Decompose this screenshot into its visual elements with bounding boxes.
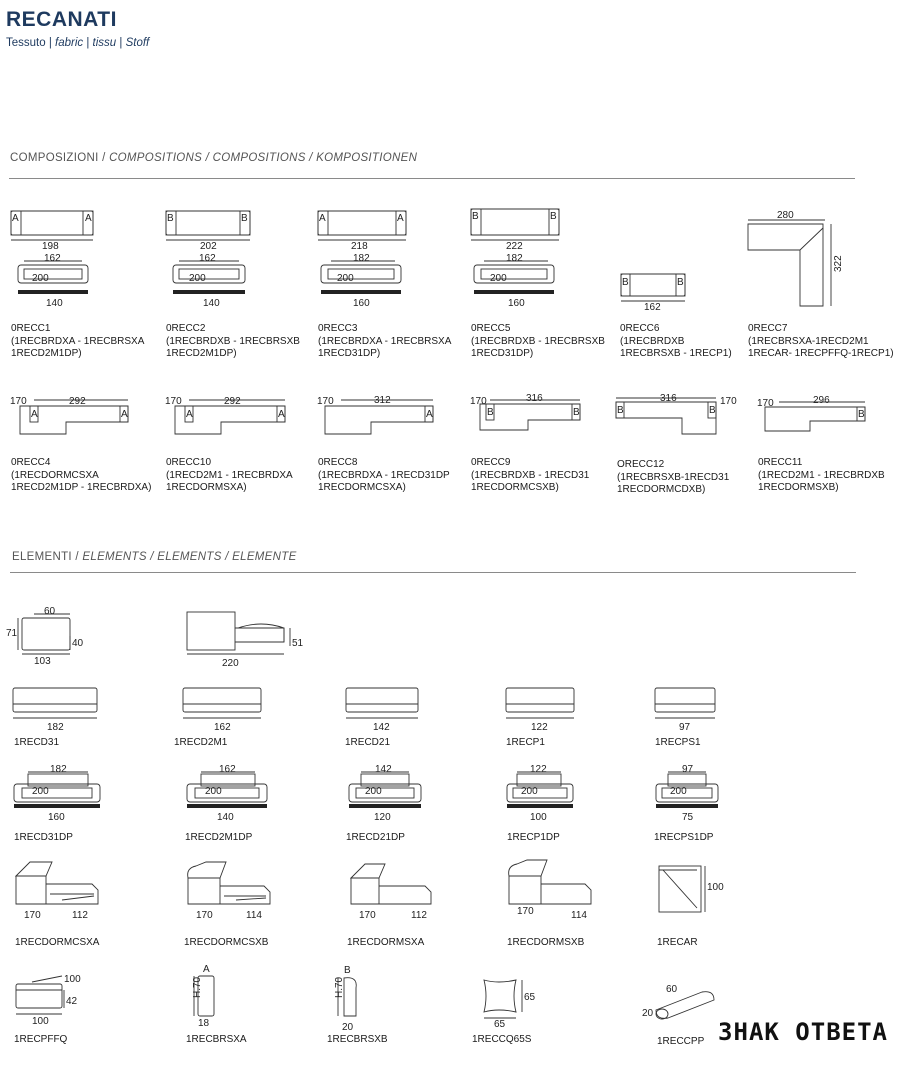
- element-label-1recps1: 1RECPS1: [655, 737, 701, 748]
- element-label-1recd31: 1RECD31: [14, 737, 60, 748]
- svg-text:A: A: [426, 409, 433, 420]
- svg-text:142: 142: [373, 722, 390, 733]
- composition-drawing-c11: [755, 393, 870, 443]
- svg-text:160: 160: [508, 298, 525, 309]
- svg-text:222: 222: [506, 241, 523, 252]
- element-label-1recar: 1RECAR: [657, 937, 698, 948]
- svg-text:114: 114: [246, 910, 262, 921]
- watermark-text: ЗНАК ОТВЕТА: [718, 1018, 888, 1046]
- svg-text:71: 71: [6, 628, 18, 639]
- svg-text:A: A: [186, 409, 193, 420]
- svg-text:140: 140: [46, 298, 63, 309]
- composition-drawing-c1: [8, 205, 98, 310]
- element-sofa-1recd21: [343, 684, 423, 734]
- svg-text:140: 140: [217, 812, 234, 823]
- element-arm-1recbrsxa: [184, 960, 234, 1030]
- element-label-1reccpp: 1RECCPP: [657, 1036, 705, 1047]
- svg-text:114: 114: [571, 910, 587, 921]
- svg-text:280: 280: [777, 210, 794, 221]
- svg-text:296: 296: [813, 395, 830, 406]
- svg-text:100: 100: [707, 882, 724, 893]
- composition-drawing-c12: [612, 388, 742, 438]
- element-label-1recdormcsxa: 1RECDORMCSXA: [15, 937, 100, 948]
- svg-text:200: 200: [490, 273, 507, 284]
- svg-text:112: 112: [411, 910, 427, 921]
- svg-text:B: B: [167, 213, 174, 224]
- element-sofa-1recd2m1: [180, 684, 270, 734]
- svg-text:170: 170: [757, 398, 774, 409]
- svg-text:65: 65: [494, 1019, 506, 1030]
- svg-text:A: A: [397, 213, 404, 224]
- svg-text:97: 97: [682, 764, 694, 775]
- element-arm-1recbrsxb: [322, 964, 372, 1034]
- element-label-1recd31dp: 1RECD31DP: [14, 832, 73, 843]
- element-pouf-1recpffq: [10, 968, 95, 1030]
- composition-label-c4: 0RECC4 (1RECDORMCSXA 1RECD2M1DP - 1RECBRDXA): [11, 457, 152, 493]
- element-sofa-1recp1: [503, 684, 583, 734]
- element-label-1recdormcsxb: 1RECDORMCSXB: [184, 937, 269, 948]
- svg-text:200: 200: [337, 273, 354, 284]
- svg-text:160: 160: [353, 298, 370, 309]
- subtitle-en: fabric: [55, 37, 84, 49]
- svg-text:162: 162: [199, 253, 216, 264]
- svg-text:122: 122: [530, 764, 547, 775]
- svg-text:218: 218: [351, 241, 368, 252]
- svg-text:60: 60: [666, 984, 678, 995]
- svg-text:97: 97: [679, 722, 691, 733]
- svg-text:182: 182: [353, 253, 370, 264]
- svg-text:160: 160: [48, 812, 65, 823]
- svg-text:162: 162: [44, 253, 61, 264]
- svg-text:202: 202: [200, 241, 217, 252]
- svg-text:220: 220: [222, 658, 239, 669]
- svg-text:200: 200: [365, 786, 382, 797]
- element-sofa-1recd31: [10, 684, 100, 734]
- svg-text:103: 103: [34, 656, 51, 667]
- composition-drawing-c7: [745, 208, 845, 313]
- elements-divider: [10, 572, 856, 573]
- svg-text:75: 75: [682, 812, 694, 823]
- svg-text:200: 200: [32, 273, 49, 284]
- svg-text:200: 200: [205, 786, 222, 797]
- composition-label-c8: 0RECC8 (1RECBRDXA - 1RECD31DP 1RECDORMCSXA): [318, 457, 450, 493]
- composition-drawing-c4: [8, 392, 133, 442]
- element-label-1recd2m1: 1RECD2M1: [174, 737, 228, 748]
- svg-text:100: 100: [32, 1016, 49, 1027]
- elements-heading: ELEMENTI / ELEMENTS / ELEMENTS / ELEMENTE: [12, 551, 297, 563]
- element-chaise-1recdormcsxb: [182, 856, 277, 926]
- composition-label-c11: 0RECC11 (1RECD2M1 - 1RECBRDXB 1RECDORMSXB): [758, 457, 885, 493]
- svg-text:B: B: [573, 407, 580, 418]
- composition-label-c1: 0RECC1 (1RECBRDXA - 1RECBRSXA 1RECD2M1DP): [11, 323, 145, 359]
- element-label-1recd2m1dp: 1RECD2M1DP: [185, 832, 253, 843]
- composition-drawing-c5: [468, 205, 563, 310]
- composition-label-c3: 0RECC3 (1RECBRDXA - 1RECBRSXA 1RECD31DP): [318, 323, 452, 359]
- element-bolster-1reccpp: [640, 978, 725, 1026]
- svg-text:182: 182: [47, 722, 64, 733]
- svg-text:B: B: [709, 405, 716, 416]
- composition-label-c2: 0RECC2 (1RECBRDXB - 1RECBRSXB 1RECD2M1DP): [166, 323, 300, 359]
- material-subtitle: Tessuto | fabric | tissu | Stoff: [6, 37, 150, 49]
- svg-text:170: 170: [359, 910, 376, 921]
- composition-label-c10: 0RECC10 (1RECD2M1 - 1RECBRDXA 1RECDORMSXA): [166, 457, 293, 493]
- element-sofa-1recps1: [652, 684, 722, 734]
- element-chaise-1recdormsxa: [345, 856, 440, 926]
- svg-text:51: 51: [292, 638, 304, 649]
- svg-text:B: B: [487, 407, 494, 418]
- svg-text:B: B: [858, 409, 865, 420]
- page-title: RECANATI: [6, 8, 117, 31]
- svg-text:312: 312: [374, 395, 391, 406]
- svg-text:40: 40: [72, 638, 84, 649]
- svg-text:18: 18: [198, 1018, 210, 1029]
- svg-text:H.70: H.70: [192, 976, 203, 998]
- svg-text:140: 140: [203, 298, 220, 309]
- element-bed-mechanism-drawing: [184, 606, 314, 670]
- element-sofabed-1recp1dp: [503, 760, 583, 828]
- svg-text:170: 170: [165, 396, 182, 407]
- svg-text:122: 122: [531, 722, 548, 733]
- compositions-heading: COMPOSIZIONI / COMPOSITIONS / COMPOSITIONS / KOMPOSITIONEN: [10, 152, 418, 164]
- subtitle-de: Stoff: [125, 37, 150, 49]
- subtitle-it: Tessuto: [6, 37, 46, 49]
- element-label-1recdormsxb: 1RECDORMSXB: [507, 937, 585, 948]
- svg-text:170: 170: [470, 396, 487, 407]
- svg-text:65: 65: [524, 992, 536, 1003]
- svg-text:198: 198: [42, 241, 59, 252]
- svg-text:112: 112: [72, 910, 88, 921]
- svg-text:20: 20: [342, 1022, 354, 1033]
- svg-text:182: 182: [506, 253, 523, 264]
- svg-text:60: 60: [44, 606, 56, 617]
- svg-text:42: 42: [66, 996, 78, 1007]
- svg-text:170: 170: [720, 396, 737, 407]
- element-corner-1recar: [655, 862, 735, 918]
- svg-text:B: B: [677, 277, 684, 288]
- element-seat-drawing: [4, 602, 94, 670]
- svg-text:200: 200: [670, 786, 687, 797]
- element-sofabed-1recd31dp: [10, 760, 105, 828]
- svg-text:A: A: [278, 409, 285, 420]
- composition-drawing-c2: [163, 205, 253, 310]
- svg-text:162: 162: [219, 764, 236, 775]
- composition-label-c9: 0RECC9 (1RECBRDXB - 1RECD31 1RECDORMCSXB): [471, 457, 590, 493]
- subtitle-fr: tissu: [92, 37, 117, 49]
- element-label-1recp1: 1RECP1: [506, 737, 545, 748]
- svg-text:B: B: [550, 211, 557, 222]
- composition-drawing-c8: [315, 392, 440, 442]
- svg-text:182: 182: [50, 764, 67, 775]
- element-label-1recd21dp: 1RECD21DP: [346, 832, 405, 843]
- svg-text:A: A: [12, 213, 19, 224]
- svg-text:322: 322: [833, 255, 844, 272]
- element-label-1recccq65s: 1RECCQ65S: [472, 1034, 532, 1045]
- svg-text:200: 200: [521, 786, 538, 797]
- svg-text:100: 100: [530, 812, 547, 823]
- svg-text:316: 316: [526, 393, 543, 404]
- composition-label-c5: 0RECC5 (1RECBRDXB - 1RECBRSXB 1RECD31DP): [471, 323, 605, 359]
- composition-drawing-c6: [618, 268, 693, 313]
- svg-text:A: A: [121, 409, 128, 420]
- svg-text:292: 292: [224, 396, 241, 407]
- element-chaise-1recdormcsxa: [10, 856, 105, 926]
- composition-label-c12: ORECC12 (1RECBRSXB-1RECD31 1RECDORMCDXB): [617, 459, 730, 495]
- svg-text:B: B: [241, 213, 248, 224]
- element-sofabed-1recd21dp: [345, 760, 430, 828]
- svg-text:100: 100: [64, 974, 81, 985]
- svg-text:170: 170: [317, 396, 334, 407]
- element-chaise-1recdormsxb: [505, 856, 600, 926]
- svg-text:292: 292: [69, 396, 86, 407]
- svg-text:20: 20: [642, 1008, 654, 1019]
- svg-text:B: B: [472, 211, 479, 222]
- svg-text:A: A: [85, 213, 92, 224]
- svg-text:B: B: [617, 405, 624, 416]
- svg-text:162: 162: [644, 302, 661, 313]
- element-label-1recpffq: 1RECPFFQ: [14, 1034, 68, 1045]
- composition-label-c7: 0RECC7 (1RECBRSXA-1RECD2M1 1RECAR- 1RECPFFQ-1RECP1): [748, 323, 894, 359]
- svg-text:170: 170: [24, 910, 41, 921]
- svg-text:120: 120: [374, 812, 391, 823]
- element-label-1recbrsxb: 1RECBRSXB: [327, 1034, 388, 1045]
- element-label-1recp1dp: 1RECP1DP: [507, 832, 560, 843]
- element-label-1recdormsxa: 1RECDORMSXA: [347, 937, 425, 948]
- svg-text:170: 170: [196, 910, 213, 921]
- svg-text:B: B: [622, 277, 629, 288]
- element-cushion-1recccq65s: [478, 974, 553, 1030]
- element-label-1recd21: 1RECD21: [345, 737, 391, 748]
- composition-drawing-c3: [315, 205, 410, 310]
- composition-drawing-c9: [468, 392, 586, 442]
- svg-text:316: 316: [660, 393, 677, 404]
- svg-text:B: B: [344, 965, 351, 976]
- svg-text:170: 170: [517, 906, 534, 917]
- svg-text:170: 170: [10, 396, 27, 407]
- svg-text:H.70: H.70: [334, 976, 345, 998]
- compositions-divider: [9, 178, 855, 179]
- svg-text:A: A: [31, 409, 38, 420]
- svg-text:162: 162: [214, 722, 231, 733]
- svg-text:200: 200: [189, 273, 206, 284]
- svg-text:142: 142: [375, 764, 392, 775]
- element-label-1recps1dp: 1RECPS1DP: [654, 832, 714, 843]
- svg-text:A: A: [203, 964, 210, 975]
- svg-text:200: 200: [32, 786, 49, 797]
- composition-label-c6: 0RECC6 (1RECBRDXB 1RECBRSXB - 1RECP1): [620, 323, 732, 359]
- composition-drawing-c10: [163, 392, 293, 442]
- element-sofabed-1recd2m1dp: [183, 760, 273, 828]
- svg-text:A: A: [319, 213, 326, 224]
- element-sofabed-1recps1dp: [652, 760, 727, 828]
- element-label-1recbrsxa: 1RECBRSXA: [186, 1034, 247, 1045]
